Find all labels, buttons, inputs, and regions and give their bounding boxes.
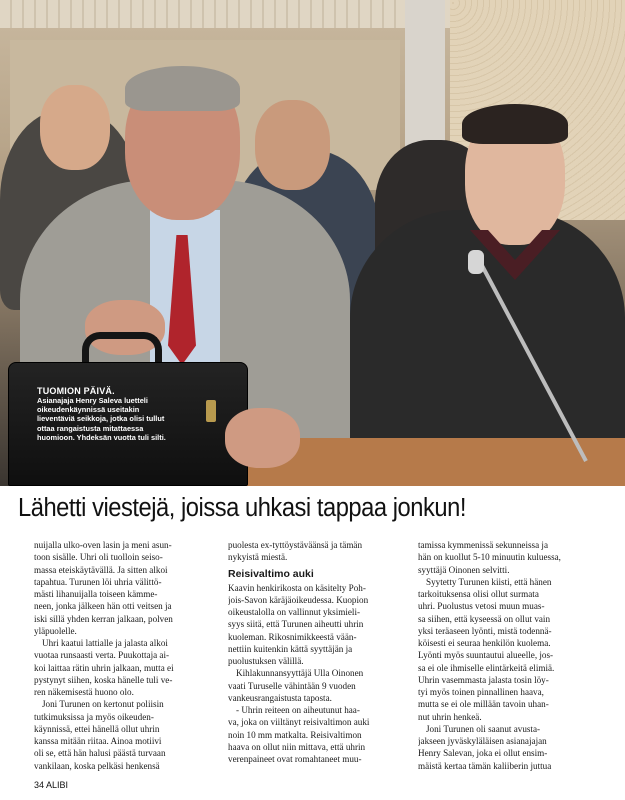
article-text-line: oli se, että hän halusi päästä turvaan: [34, 748, 166, 759]
article-text-line: puolustuksen välillä.: [228, 656, 304, 666]
page-folio: 34 ALIBI: [34, 780, 69, 790]
article-text-line: tyi myös toinen pinnallinen haava,: [418, 687, 544, 697]
article-text-line: vankeusrangaistusta taposta.: [228, 692, 332, 703]
article-text-line: Kihlakunnansyyttäjä Ulla Oinonen: [236, 668, 364, 679]
caption-line: Asianajaja Henry Saleva luetteli: [37, 396, 148, 405]
article-text-line: käynnissä, ettei hänellä ollut uhrin: [34, 723, 160, 734]
background-person-middle-head: [255, 100, 330, 190]
article-text-line: syys siitä, että Turunen aiheutti uhrin: [228, 619, 364, 630]
article-text-line: kuoleman. Rikosnimikkeestä vään-: [228, 631, 357, 642]
article-text-line: puolesta ex-tyttöystäväänsä ja tämän: [228, 540, 363, 550]
article-text-line: toon sisälle. Uhri oli tuolloin seiso-: [34, 552, 163, 563]
article-text-line: Joni Turunen on kertonut poliisin: [42, 699, 164, 710]
article-text-line: Lyönti myös suuntautui alueelle, jos-: [418, 650, 554, 661]
article-text-line: syyttäjä Oinonen selvitti.: [418, 564, 510, 575]
caption-line: oikeudenkäynnissä useitakin: [37, 405, 140, 415]
article-text-line: ren näkemisestä huono olo.: [34, 687, 134, 697]
article-text-line: mutta se ei ole millään tavoin uhan-: [418, 699, 549, 710]
article-text-line: jois-Savon käräjäoikeudessa. Kuopion: [228, 594, 369, 605]
article-text-line: pystynyt siihen, koska hänelle tuli ve-: [34, 674, 173, 685]
article-text-line: massa eteiskäytävällä. Ja sitten alkoi: [34, 564, 168, 575]
article-text-line: tapahtua. Turunen löi uhria välittö-: [34, 576, 162, 587]
article-text-line: tarkoituksensa olisi ollut surmata: [418, 589, 539, 599]
caption-line: huomioon. Yhdeksän vuotta tuli silti.: [37, 432, 166, 442]
section-subheading: Reisivaltimo auki: [228, 567, 314, 580]
article-text-line: haava on ollut niin mittava, että uhrin: [228, 741, 366, 752]
article-text-line: Uhrin vasemmasta jalasta tosin löy-: [418, 674, 549, 685]
article-text-line: sa siihen, että kyseessä on ollut vain: [418, 613, 551, 624]
caption-line: ottaa rangaistusta mitattaessa: [37, 423, 144, 433]
article-text-line: oikeustalolla on vallinnut yksimieli-: [228, 607, 361, 617]
article-text-line: Joni Turunen oli saanut avusta-: [426, 723, 541, 734]
article-text-line: tamissa kymmenissä sekunneissa ja: [418, 540, 549, 550]
article-text-line: - Uhrin reiteen on aiheutunut haa-: [236, 705, 360, 715]
article-column-3: [418, 539, 603, 772]
article-text-line: verenpaineet ovat romahtaneet muu-: [228, 754, 362, 764]
article-text-line: va, joka on viiltänyt reisivaltimon auki: [228, 717, 370, 728]
article-text-line: iski sillä yhden kerran jalkaan, polven: [34, 613, 173, 624]
background-person-left-head: [40, 85, 110, 170]
article-text-line: Uhri kaatui lattialle ja jalasta alkoi: [42, 638, 168, 648]
article-column-1: [34, 539, 220, 772]
article-text-line: vuotaa runsaasti verta. Puukottaja ai-: [34, 650, 170, 661]
article-text-line: jakseen jyväskyläläisen asianajajan: [418, 736, 547, 746]
article-text-line: koi laittaa rätin uhrin jalkaan, mutta ei: [34, 662, 174, 673]
article-text-line: nut uhrin henkeä.: [418, 711, 482, 722]
article-text-line: nettiin kuitenkin kättä syyttäjän ja: [228, 643, 353, 654]
caption-title: TUOMION PÄIVÄ.: [37, 386, 115, 396]
article-text-line: kanssa mitään riitaa. Ainoa motiivi: [34, 736, 162, 746]
article-text-line: tutkimuksissa ja myös oikeuden-: [34, 711, 154, 722]
article-text-line: yläpuolelle.: [34, 625, 77, 636]
article-text-line: vankilaan, koska pelkäsi henkensä: [34, 760, 160, 771]
article-text-line: mäistä kertaa tämän kaliiberin juttua: [418, 760, 552, 771]
microphone-icon: [468, 250, 484, 274]
article-text-line: nuijalla ulko-oven lasin ja meni asun-: [34, 540, 172, 550]
article-column-2: [228, 539, 414, 765]
article-text-line: uhri. Puolustus vetosi muun muas-: [418, 601, 545, 612]
defendant-hair: [462, 104, 568, 144]
article-text-line: nykyistä miestä.: [228, 552, 288, 563]
photo-caption: [37, 386, 217, 442]
article-text-line: sa ei ole ihmiselle elintärkeitä elimiä.: [418, 662, 555, 673]
article-text-line: köisesti ei seuraa henkilön kuolema.: [418, 638, 551, 648]
article-text-line: yksi teräaseen lyönti, mistä todennä-: [418, 625, 552, 636]
article-text-line: hän on kuollut 5-10 minuutin kuluessa,: [418, 552, 561, 563]
article-text-line: mästi lihanuijalla toiseen kämme-: [34, 589, 158, 599]
caption-line: lieventäviä seikkoja, jotka olisi tullut: [37, 414, 165, 424]
article-text-line: noin 10 mm matkalta. Reisivaltimon: [228, 729, 362, 740]
article-text-line: Kaavin henkirikosta on käsitelty Poh-: [228, 582, 366, 593]
lawyer-hand-right: [225, 408, 300, 468]
article-headline: Lähetti viestejä, joissa uhkasi tappaa jonkun!: [18, 494, 466, 522]
article-text-line: vaati Turuselle vähintään 9 vuoden: [228, 680, 356, 691]
article-text-line: neen, jonka jälkeen hän otti veitsen ja: [34, 601, 172, 612]
article-text-line: Syytetty Turunen kiisti, että hänen: [426, 576, 552, 587]
lawyer-hair: [125, 66, 240, 111]
article-text-line: Henry Salevan, joka ei ollut ensim-: [418, 748, 548, 759]
